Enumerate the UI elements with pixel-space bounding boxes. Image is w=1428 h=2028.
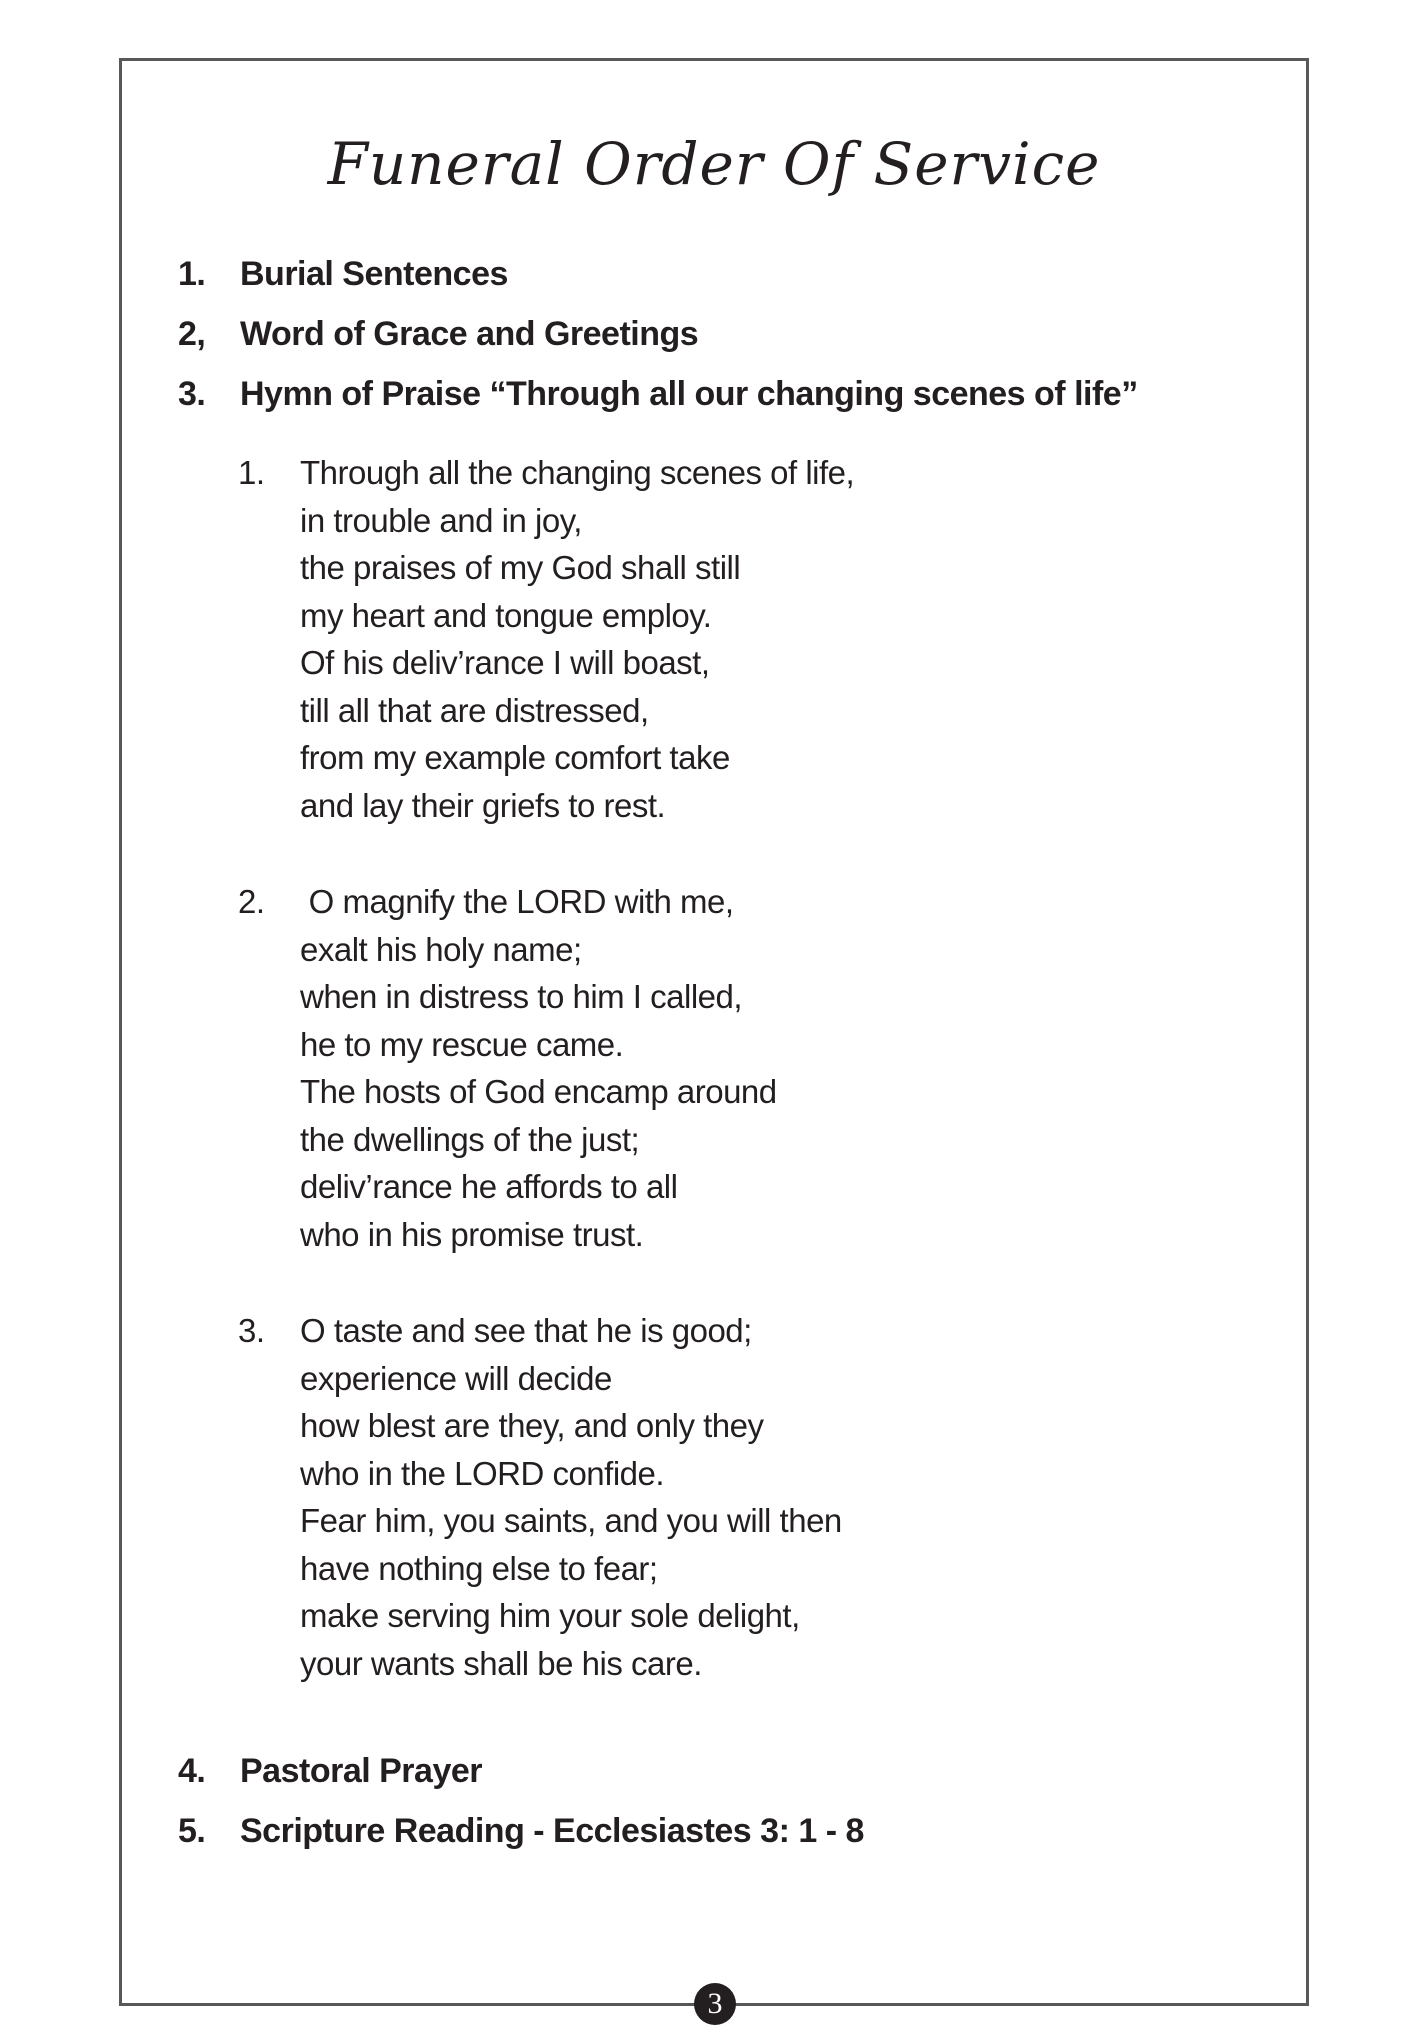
verse-line: who in his promise trust.: [300, 1215, 644, 1253]
order-item-word-of-grace: [178, 315, 698, 354]
order-item-label: Word of Grace and Greetings: [240, 315, 699, 353]
order-item-pastoral-prayer: [178, 1752, 482, 1791]
order-item-scripture-reading: [178, 1812, 864, 1851]
order-item-burial-sentences: [178, 255, 508, 294]
verse-line: your wants shall be his care.: [300, 1644, 702, 1682]
verse-line: he to my rescue came.: [300, 1025, 624, 1063]
verse-number: 3.: [238, 1312, 265, 1349]
verse-line: experience will decide: [300, 1359, 612, 1397]
verse-line: till all that are distressed,: [300, 691, 649, 729]
verse-lines: [300, 449, 854, 829]
order-item-number: 1.: [178, 255, 206, 293]
verse-line: the praises of my God shall still: [300, 549, 741, 586]
verse-number: 2.: [238, 883, 265, 920]
verse-lines: [300, 878, 777, 1258]
order-item-number: 2,: [178, 315, 206, 353]
verse-line: in trouble and in joy,: [300, 501, 582, 539]
verse-line: and lay their griefs to rest.: [300, 786, 666, 824]
verse-line: O magnify the LORD with me,: [300, 883, 734, 920]
verse-line: when in distress to him I called,: [300, 978, 743, 1015]
order-item-number: 5.: [178, 1812, 206, 1850]
hymn-verse-3: [238, 1307, 842, 1687]
hymn-verse-1: [238, 449, 854, 829]
order-item-hymn-of-praise: [178, 375, 1138, 414]
order-item-label: Scripture Reading - Ecclesiastes 3: 1 - 8: [240, 1812, 864, 1850]
order-item-label: Hymn of Praise “Through all our changing scenes of life”: [240, 375, 1138, 413]
page-number-badge: 3: [694, 1983, 736, 2025]
verse-line: make serving him your sole delight,: [300, 1597, 800, 1634]
verse-lines: [300, 1307, 842, 1687]
verse-line: Of his deliv’rance I will boast,: [300, 644, 710, 681]
verse-line: O taste and see that he is good;: [300, 1312, 752, 1349]
verse-line: The hosts of God encamp around: [300, 1073, 777, 1110]
page-title: Funeral Order Of Service: [327, 130, 1101, 198]
verse-line: my heart and tongue employ.: [300, 596, 712, 634]
verse-line: how blest are they, and only they: [300, 1407, 764, 1444]
verse-line: Fear him, you saints, and you will then: [300, 1502, 842, 1539]
order-item-number: 3.: [178, 375, 206, 413]
order-item-label: Burial Sentences: [240, 255, 508, 293]
verse-line: the dwellings of the just;: [300, 1120, 640, 1158]
order-item-number: 4.: [178, 1752, 206, 1790]
verse-line: who in the LORD confide.: [300, 1454, 665, 1492]
verse-line: Through all the changing scenes of life,: [300, 454, 855, 491]
hymn-verse-2: [238, 878, 777, 1258]
verse-line: have nothing else to fear;: [300, 1549, 658, 1587]
verse-number: 1.: [238, 454, 265, 491]
order-item-label: Pastoral Prayer: [240, 1752, 482, 1790]
verse-line: exalt his holy name;: [300, 930, 582, 968]
verse-line: from my example comfort take: [300, 739, 730, 776]
verse-line: deliv’rance he affords to all: [300, 1168, 678, 1205]
